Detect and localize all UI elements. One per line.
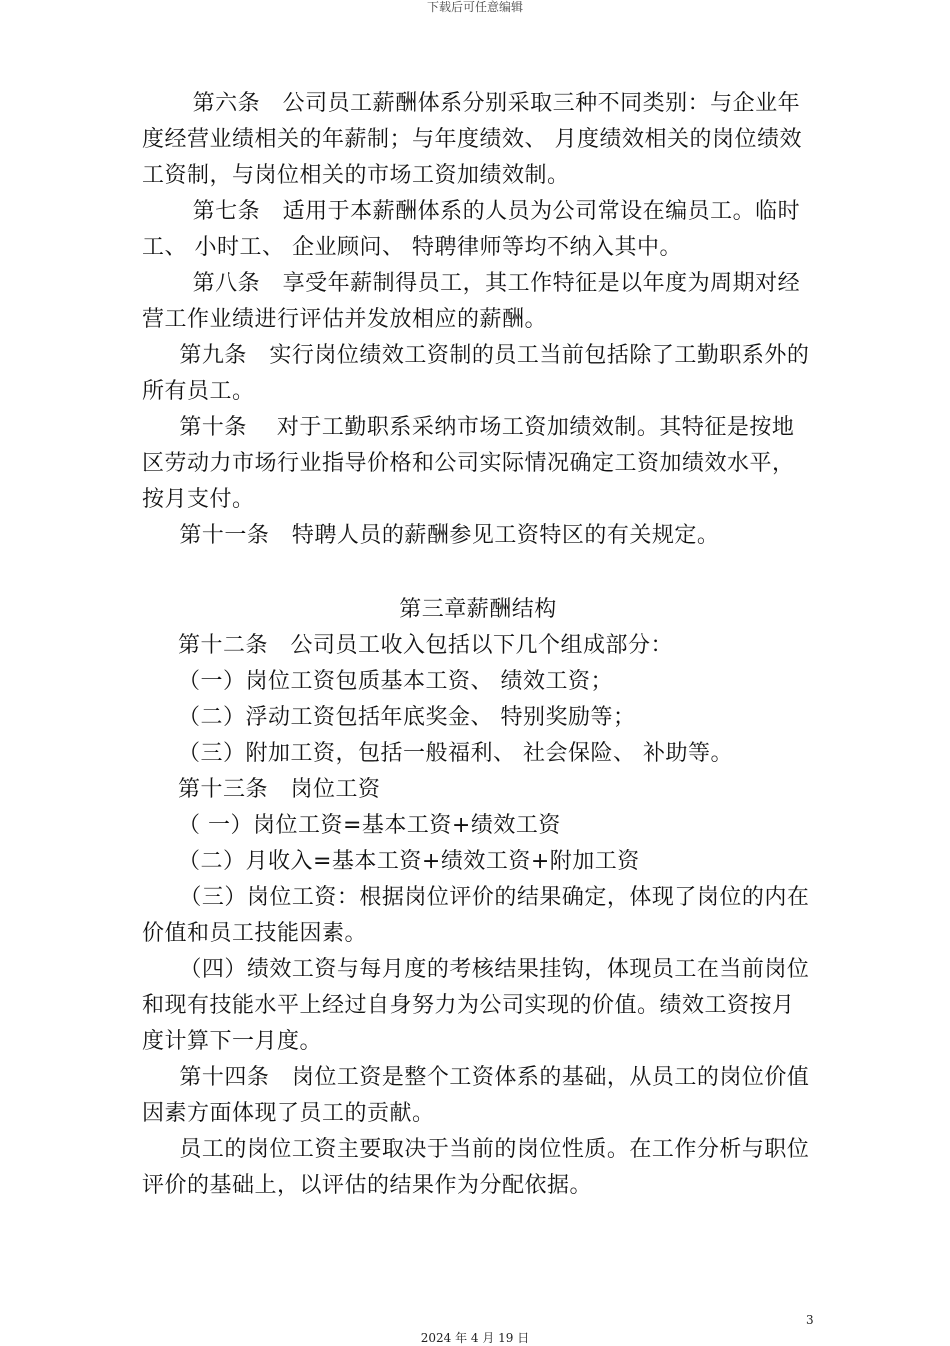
chapter-title: 第三章薪酬结构: [399, 597, 557, 622]
article-11: 第十一条 特聘人员的薪酬参见工资特区的有关规定。: [179, 523, 720, 548]
article-13-item-2: （二）月收入=基本工资+绩效工资+附加工资: [178, 849, 640, 874]
article-12-item-3: （三）附加工资，包括一般福利、 社会保险、 补助等。: [178, 741, 733, 766]
article-13-item-4: （四）绩效工资与每月度的考核结果挂钩，体现员工在当前岗位和现有技能水平上经过自身努力为公司实现的价值。绩效工资按月度计算下一月度。: [142, 957, 810, 1054]
article-12-item-1: （一）岗位工资包质基本工资、 绩效工资；: [178, 669, 613, 694]
article-14-paragraph-2: 员工的岗位工资主要取决于当前的岗位性质。在工作分析与职位评价的基础上，以评估的结果作为分配依据。: [142, 1137, 810, 1198]
article-13-item-3: （三）岗位工资：根据岗位评价的结果确定，体现了岗位的内在价值和员工技能因素。: [142, 885, 810, 946]
article-14: 第十四条 岗位工资是整个工资体系的基础，从员工的岗位价值因素方面体现了员工的贡献。: [142, 1065, 810, 1126]
article-8: 第八条 享受年薪制得员工，其工作特征是以年度为周期对经营工作业绩进行评估并发放相应的薪酬。: [142, 271, 801, 332]
page-header: 下载后可任意编辑: [426, 0, 523, 14]
article-12-item-2: （二）浮动工资包括年底奖金、 特别奖励等；: [178, 705, 636, 730]
article-12: 第十二条 公司员工收入包括以下几个组成部分：: [178, 633, 674, 658]
article-10: 第十条 对于工勤职系采纳市场工资加绩效制。其特征是按地区劳动力市场行业指导价格和公司实际情况确定工资加绩效水平，按月支付。: [142, 415, 795, 512]
document-body: [142, 86, 814, 1204]
article-9: 第九条 实行岗位绩效工资制的员工当前包括除了工勤职系外的所有员工。: [142, 343, 810, 404]
section-gap: [142, 554, 814, 592]
article-7: 第七条 适用于本薪酬体系的人员为公司常设在编员工。临时工、 小时工、 企业顾问、 特聘律师等均不纳入其中。: [142, 199, 801, 260]
article-13-item-1: （ 一）岗位工资=基本工资+绩效工资: [178, 813, 561, 838]
article-13: 第十三条 岗位工资: [178, 777, 381, 802]
page-number: 3: [806, 1313, 814, 1327]
footer-date: 2024 年 4 月 19 日: [420, 1331, 530, 1345]
article-6: 第六条 公司员工薪酬体系分别采取三种不同类别：与企业年度经营业绩相关的年薪制；与年度绩效、 月度绩效相关的岗位绩效工资制，与岗位相关的市场工资加绩效制。: [142, 91, 802, 188]
